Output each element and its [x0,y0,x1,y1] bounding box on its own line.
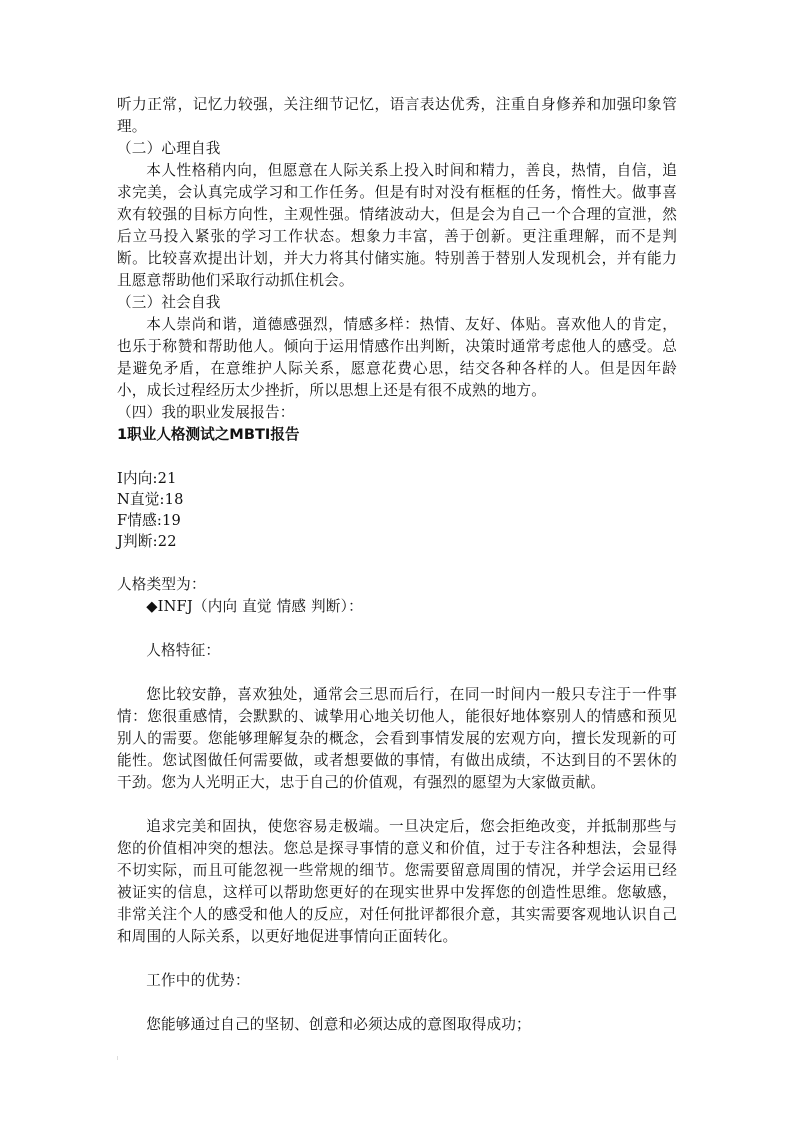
personality-type-label: 人格类型为： [117,576,206,593]
psychological-self-paragraph: 本人性格稍内向，但愿意在人际关系上投入时间和精力，善良，热情，自信，追求完美，会认真完成学习和工作任务。但是有时对没有框框的任务，惰性大。做事喜欢有较强的目标方向性，主观性强。情绪波动大，但是会为自己一个合理的宣泄，然后立马投入紧张的学习工作状态。想象力丰富，善于创新。更注重理解，而不是判断。比较喜欢提出计划，并大力将其付储实施。特别善于替别人发现机会，并有能力且愿意帮助他们采取行动抓住机会。 [117,162,677,289]
mbti-score-list [117,468,677,552]
traits-paragraph-2: 追求完美和固执，使您容易走极端。一旦决定后，您会拒绝改变，并抵制那些与您的价值相冲突的想法。您总是探寻事情的意义和价值，过于专注各种想法，会显得不切实际，而且可能忽视一些常规的细节。您需要留意周围的情况，并学会运用已经被证实的信息，这样可以帮助您更好的在现实世界中发挥您的创造性思维。您敏感，非常关注个人的感受和他人的反应，对任何批评都很介意，其实需要客观地认识自己和周围的人际关系，以更好地促进事情向正面转化。 [117,818,677,945]
strengths-label: 工作中的优势： [146,972,250,989]
strengths-paragraph-1: 您能够通过自己的坚韧、创意和必须达成的意图取得成功； [146,1016,531,1033]
spacer [117,618,677,640]
section-heading-psychological-self: （二）心理自我 [117,140,221,157]
spacer [117,446,677,468]
spacer [117,552,677,574]
document-page [117,94,677,1036]
mbti-report-title: 1职业人格测试之MBTI报告 [117,426,300,443]
spacer [117,794,677,816]
score-item-intuition: N直觉:18 [117,491,184,508]
section-heading-social-self: （三）社会自我 [117,294,221,311]
personality-type-value: ◆INFJ（内向 直觉 情感 判断）： [146,598,363,615]
score-item-feeling: F情感:19 [117,512,182,529]
score-item-introversion: I内向:21 [117,470,177,487]
score-item-judging: J判断:22 [117,533,177,550]
spacer [117,992,677,1014]
social-self-paragraph: 本人崇尚和谐，道德感强烈，情感多样：热情、友好、体贴。喜欢他人的肯定，也乐于称赞和帮助他人。倾向于运用情感作出判断，决策时通常考虑他人的感受。总是避免矛盾，在意维护人际关系，愿意花费心思，结交各种各样的人。但是因年龄小，成长过程经历太少挫折，所以思想上还是有很不成熟的地方。 [117,316,677,399]
section-heading-career-report: （四）我的职业发展报告： [117,404,295,421]
spacer [117,662,677,684]
spacer [117,948,677,970]
intro-paragraph: 听力正常，记忆力较强，关注细节记忆，语言表达优秀，注重自身修养和加强印象管理。 [117,96,677,135]
traits-paragraph-1: 您比较安静，喜欢独处，通常会三思而后行，在同一时间内一般只专注于一件事情：您很重感情，会默默的、诚挚用心地关切他人，能很好地体察别人的情感和预见别人的需要。您能够理解复杂的概念，会看到事情发展的宏观方向，擅长发现新的可能性。您试图做任何需要做，或者想要做的事情，有做出成绩，不达到目的不罢休的干劲。您为人光明正大，忠于自己的价值观，有强烈的愿望为大家做贡献。 [117,686,677,791]
traits-label: 人格特征： [146,642,221,659]
page-margin-mark [117,1056,122,1060]
